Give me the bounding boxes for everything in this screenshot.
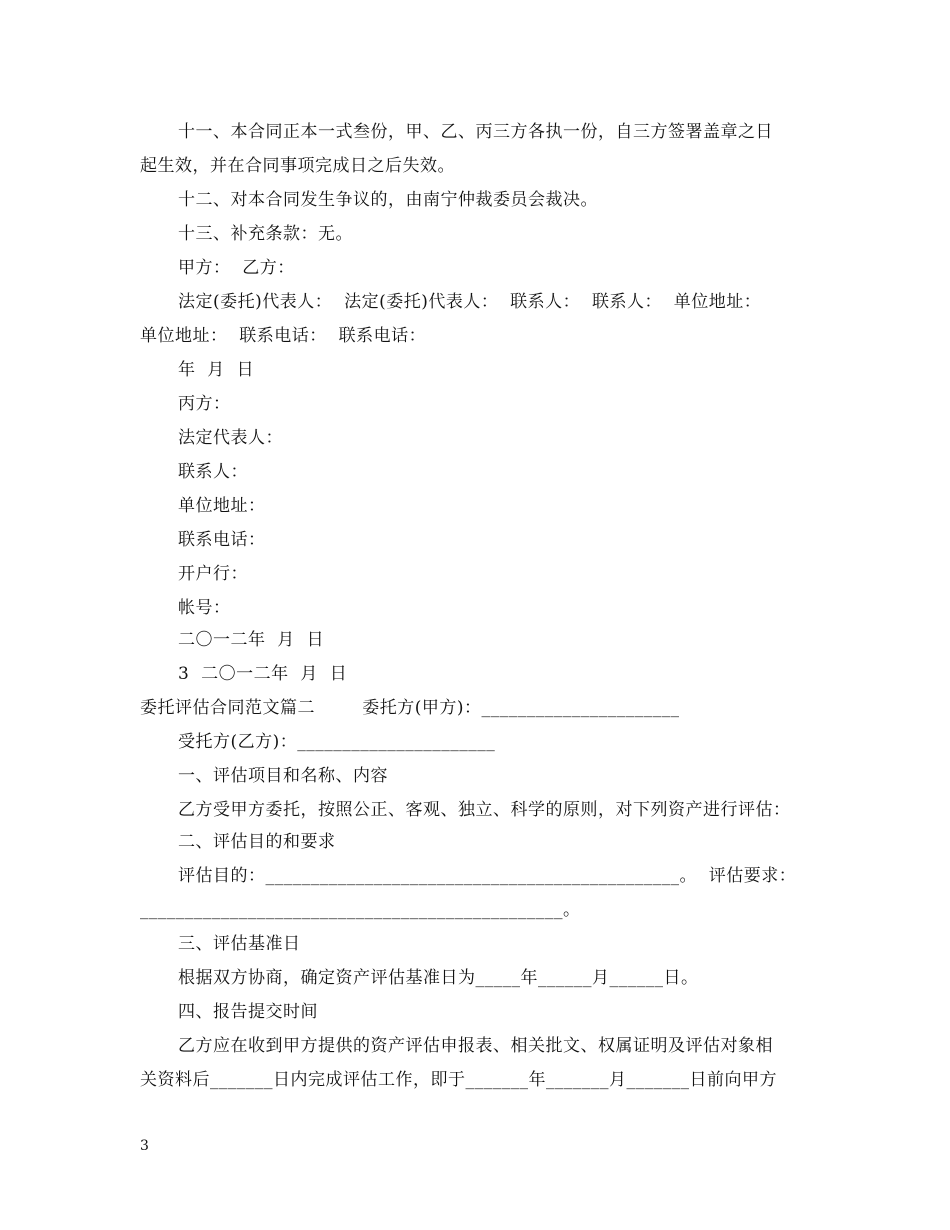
trustee-field: 受托方(乙方)：______________________ [178,732,496,752]
signatory-fields-line-1: 法定(委托)代表人： 法定(委托)代表人： 联系人： 联系人： 单位地址： [178,292,762,312]
legal-representative-label: 法定代表人： [178,428,283,448]
base-date-line: 根据双方协商，确定资产评估基准日为_____年______月______日。 [178,968,699,988]
section-1-body: 乙方受甲方委托，按照公正、客观、独立、科学的原则，对下列资产进行评估： [178,800,791,820]
report-deadline-line-2: 关资料后_______日内完成评估工作，即于_______年_______月_______日前向甲方 [140,1070,777,1090]
contact-person-label: 联系人： [178,462,248,482]
account-number-label: 帐号： [178,598,231,618]
template-title-and-client: 委托评估合同范文篇二 委托方(甲方)：______________________ [140,698,680,718]
page-number: 3 [140,1138,149,1154]
date-placeholder: 年 月 日 [178,360,255,380]
unit-address-label: 单位地址： [178,496,266,516]
signing-date-2: 3 二〇一二年 月 日 [178,664,348,684]
party-c-label: 丙方： [178,394,231,414]
section-4-heading: 四、报告提交时间 [178,1002,318,1022]
section-2-heading: 二、评估目的和要求 [178,832,336,852]
bank-label: 开户行： [178,564,248,584]
section-3-heading: 三、评估基准日 [178,934,301,954]
clause-11-line-1: 十一、本合同正本一式叁份，甲、乙、丙三方各执一份，自三方签署盖章之日 [178,122,773,142]
clause-11-line-2: 起生效，并在合同事项完成日之后失效。 [140,156,455,176]
section-1-heading: 一、评估项目和名称、内容 [178,766,388,786]
contact-phone-label: 联系电话： [178,530,266,550]
report-deadline-line-1: 乙方应在收到甲方提供的资产评估申报表、相关批文、权属证明及评估对象相 [178,1036,773,1056]
clause-13: 十三、补充条款：无。 [178,224,353,244]
signing-date-1: 二〇一二年 月 日 [178,630,325,650]
signatory-fields-line-2: 单位地址： 联系电话： 联系电话： [140,326,427,346]
clause-12: 十二、对本合同发生争议的，由南宁仲裁委员会裁决。 [178,190,598,210]
party-a-b-label: 甲方： 乙方： [178,258,295,278]
evaluation-purpose-line: 评估目的：______________________________________________。 评估要求： [178,866,797,886]
evaluation-requirements-blank: _______________________________________________。 [140,900,581,920]
